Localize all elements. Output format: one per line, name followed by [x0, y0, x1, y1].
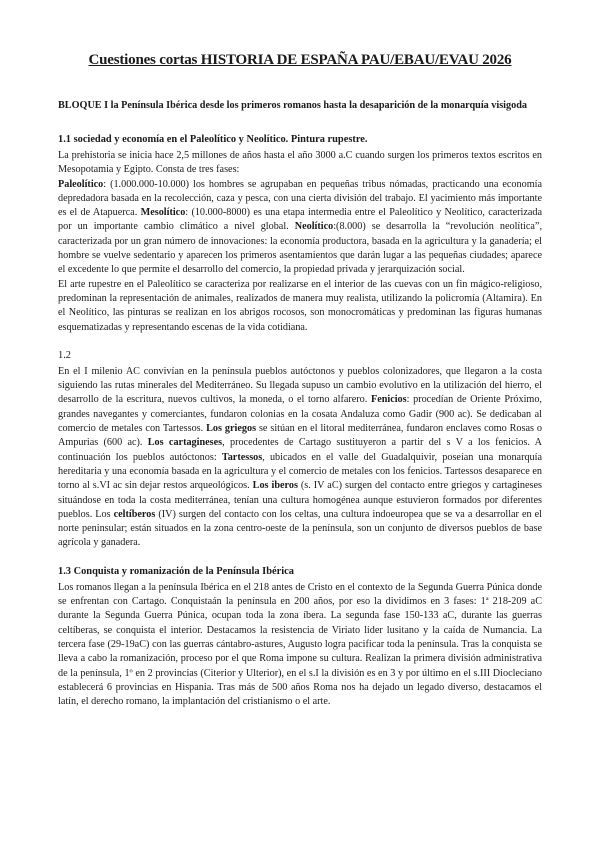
section-1-1-arte: El arte rupestre en el Paleolítico se caracteriza por realizarse en el interior de las cuevas con un fin mágico-religioso, predominan la representación de animales, realizados de manera muy realista, utilizando la policromía (Altamira). En el Neolítico, las pinturas se realizan en los abrigos rocosos, son monocromáticas y predominan las figuras humanas esquematizadas y representando escenas de la vida cotidiana.: [58, 278, 542, 333]
mesolitico-text: : (10.000-8000) es una etapa intermedia entre el Paleolítico y Neolítico, caracterizada por un importante cambio climático a nivel global.: [58, 207, 543, 233]
mesolitico-term: Mesolítico: [140, 207, 186, 219]
s12-text-5: , ubicados en el valle del Guadalquivir, poseían una monarquía hereditaria y una economía basada en la agricultura y el comercio de metales con los fenicios. Tartessos desaparece en torno al s.VI ac sin dejar restos arqueológicos.: [58, 451, 542, 492]
page-title: Cuestiones cortas HISTORIA DE ESPAÑA PAU/EBAU/EVAU 2026: [88, 52, 512, 68]
griegos-term: Los griegos: [206, 423, 257, 435]
cartagineses-term: Los cartagineses: [147, 437, 223, 449]
celtiberos-term: celtíberos: [113, 508, 156, 520]
paleolitico-text: : (1.000.000-10.000) los hombres se agrupaban en pequeñas tribus nómadas, practicando una economía depredadora basada en la recolección, caza y pesca, con una cierta división del trabajo. El yacimiento más importante es el de Atapuerca.: [58, 178, 542, 219]
block-heading: BLOQUE I la Península Ibérica desde los primeros romanos hasta la desaparición de la monarquía visigoda: [58, 100, 527, 111]
paleolitico-term: Paleolítico: [58, 178, 104, 190]
intro-text: La prehistoria se inicia hace 2,5 millones de años hasta el año 3000 a.C cuando surgen los primeros textos escritos en Mesopotamia y Egipto. Consta de tres fases:: [58, 150, 542, 176]
section-1-3-heading: 1.3 Conquista y romanización de la Península Ibérica: [58, 565, 294, 577]
neolitico-term: Neolítico: [294, 221, 334, 233]
section-1-1-intro: [58, 149, 542, 178]
fenicios-term: Fenicios: [370, 394, 407, 406]
section-1-2-text: [58, 365, 542, 551]
section-1-3-text: Los romanos llegan a la península Ibérica en el 218 antes de Cristo en el contexto de la Segunda Guerra Púnica donde se enfrentan con Cartago. Conquistaán la península en 200 años, por eso la dividimos en 3 fases: 1ª 218-209 aC durante la Segunda Guerra Púnica, ocupan toda la zona íbera. La segunda fase 150-133 aC, durante las guerras celtíberas, se conquista el interior. Destacamos la resistencia de Viriato líder lusitano y la caída de Numancia. La tercera fase (29-19aC) con las guerras cántabro-astures, Augusto logra pacificar toda la península. Tras la conquista se lleva a cabo la romanización, proceso por el que Roma impone su cultura. Realizan la primera división administrativa de la península, 1º en 2 provincias (Citerior y Ulterior), en el s.I la división es en 3 y por último en el s.III Diocleciano establecerá 6 provincias en Hispania. Tras más de 500 años Roma nos ha dejado un legado diverso, destacamos el latín, el derecho romano, la implantación del cristianismo o el arte.: [58, 581, 542, 708]
s12-text-7: (IV) surgen del contacto con los celtas, una cultura indoeuropea que se va a desarrollar en el norte peninsular; están situados en la zona centro-oeste de la península, son un conjunto de diversos pueblos de base agrícola y ganadera.: [58, 508, 542, 549]
neolitico-text: :(8.000) se desarrolla la “revolución neolítica”, caracterizada por un gran número de innovaciones: la economía productora, basada en la agricultura y la ganadería; el hombre se vuelve sedentario y aparecen los primeros asentamientos que darán lugar a las pequeñas ciudades; aparece el excedente lo que permite el desarrollo del comercio, la propiedad privada y jerarquización social.: [58, 221, 542, 276]
section-1-1-heading: 1.1 sociedad y economía en el Paleolítico y Neolítico. Pintura rupestre.: [58, 134, 368, 145]
s12-text-6: (s. IV aC) surgen del contacto entre griegos y cartagineses situándose en toda la costa mediterránea, tenían una cultura homogénea aunque estuvieron formados por diferentes pueblos. Los: [58, 480, 542, 520]
section-1-2-heading: 1.2: [58, 349, 71, 361]
tartessos-term: Tartessos: [221, 451, 263, 463]
iberos-term: Los iberos: [252, 480, 298, 492]
s12-text-1: En el I milenio AC convivían en la península pueblos autóctonos y pueblos colonizadores, que llegaron a la costa siguiendo las rutas minerales del Mediterráneo. Su llegada supuso un cambio evolutivo en la utilización del hierro, el desarrollo de la escritura, nuevos cultivos, la moneda, o el torno alfarero.: [58, 365, 542, 406]
s12-text-3: se sitúan en el litoral mediterránea, fundaron enclaves como Rosas o Ampurias (600 ac).: [58, 423, 542, 449]
s12-text-2: : procedían de Oriente Próximo, grandes navegantes y comerciantes, fundaron colonias en la cosata Andaluza como Gadir (900 ac). Se dedicaban al comercio de metales con Tartessos.: [58, 394, 542, 435]
s12-text-4: , procedentes de Cartago sustituyeron a partir del s V a los fenicios. A continuación los pueblos autóctonos:: [58, 437, 542, 463]
section-1-1-phases: [58, 178, 542, 278]
